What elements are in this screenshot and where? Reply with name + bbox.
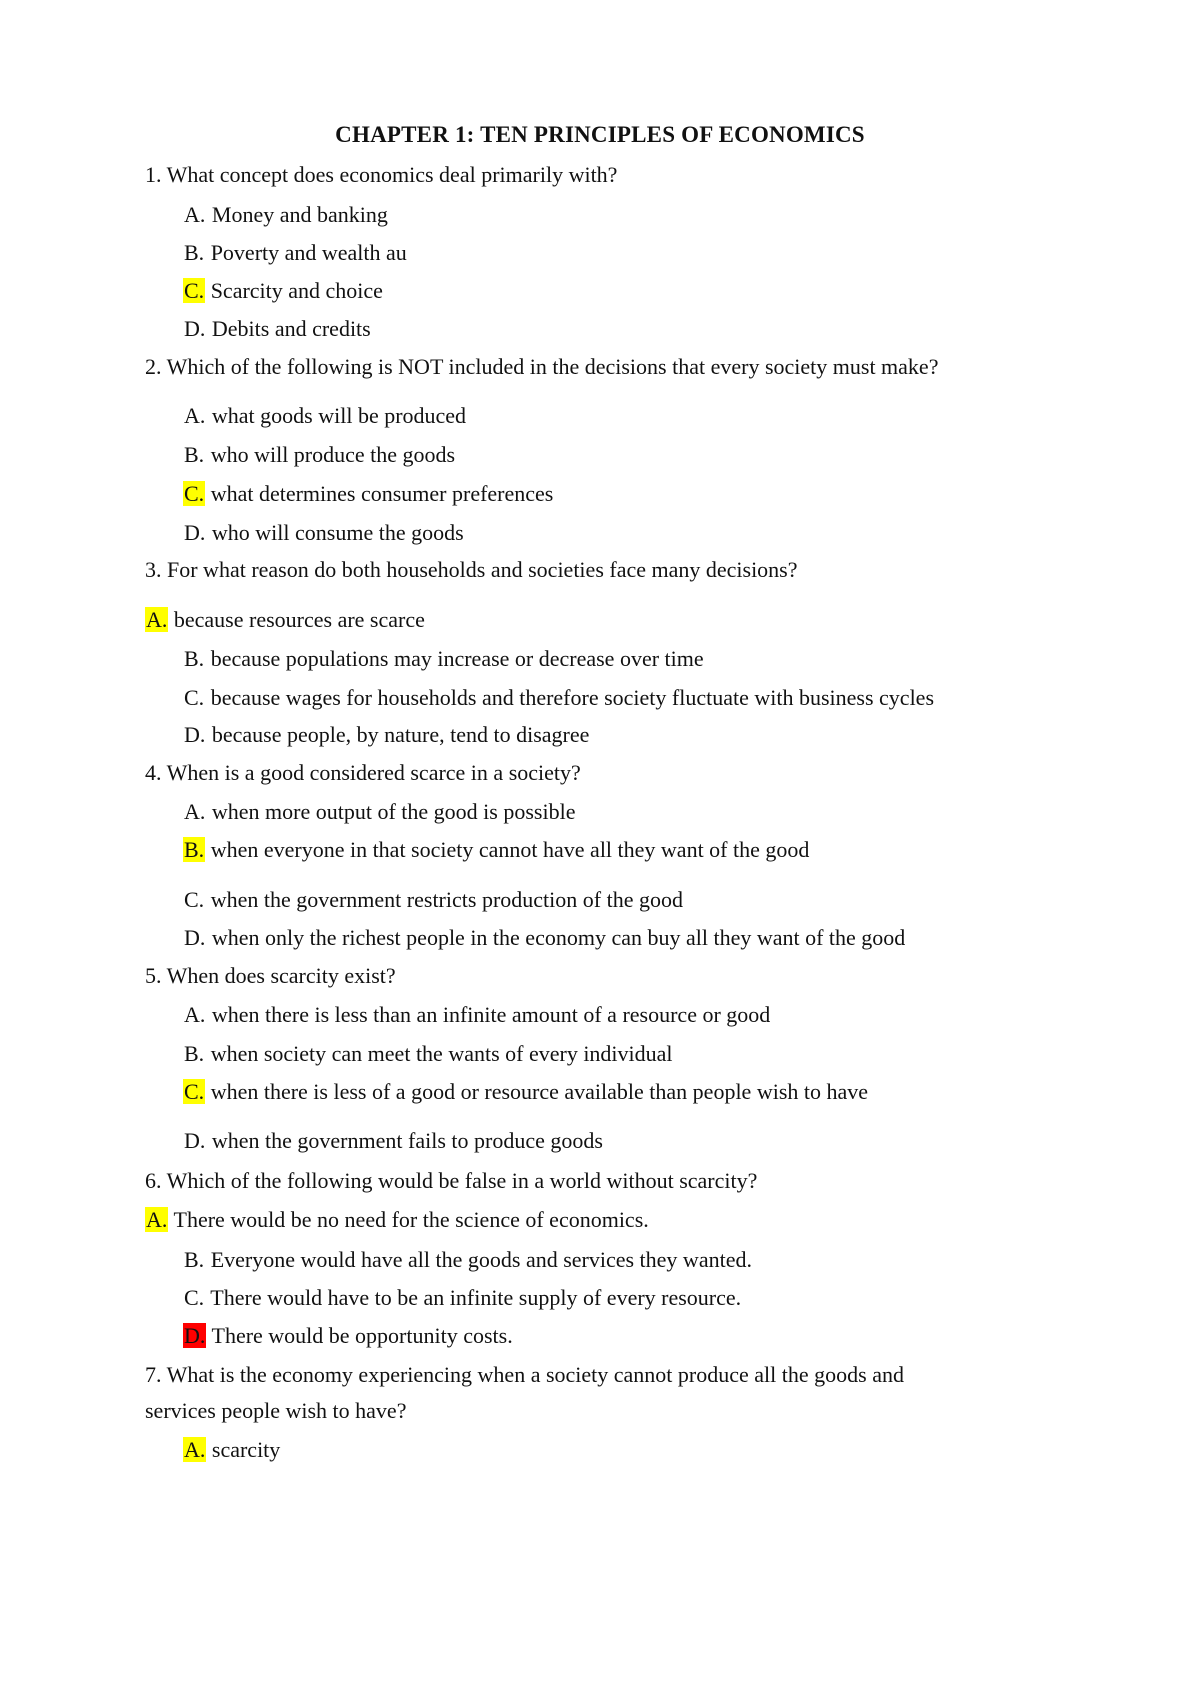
option-letter: A. — [184, 799, 206, 824]
q4-option-c — [183, 886, 683, 914]
q1-option-c — [183, 277, 383, 305]
question-3: 3. For what reason do both households and societies face many decisions? — [145, 557, 798, 582]
option-text: Money and banking — [211, 202, 388, 227]
answer-highlight: C. — [184, 481, 205, 506]
option-text: when more output of the good is possible — [211, 799, 576, 824]
option-text: when the government fails to produce goods — [211, 1128, 603, 1153]
answer-highlight: A. — [146, 607, 168, 632]
option-text: because people, by nature, tend to disagree — [211, 722, 590, 747]
wrong-answer-highlight: D. — [184, 1323, 206, 1348]
q1-option-a — [183, 201, 388, 229]
q3-option-b — [183, 645, 704, 673]
q5-option-c — [183, 1078, 868, 1106]
answer-highlight: A. — [184, 1437, 206, 1462]
q4-option-d — [183, 924, 905, 952]
option-letter: D. — [184, 316, 206, 341]
question-2: 2. Which of the following is NOT included in the decisions that every society must make? — [145, 354, 939, 379]
q2-option-d — [183, 519, 464, 547]
option-letter: B. — [184, 1041, 205, 1066]
q1-option-b — [183, 239, 407, 267]
q6-option-d — [183, 1322, 513, 1350]
question-4: 4. When is a good considered scarce in a society? — [145, 760, 581, 785]
option-text: when the government restricts production of the good — [210, 887, 683, 912]
q6-option-b — [183, 1246, 752, 1274]
q6-option-a — [145, 1206, 649, 1234]
option-letter: A. — [184, 403, 206, 428]
q6-option-c — [183, 1284, 741, 1312]
question-7-continued: services people wish to have? — [145, 1398, 407, 1423]
option-text: when society can meet the wants of every individual — [210, 1041, 673, 1066]
option-letter: A. — [184, 1002, 206, 1027]
q5-option-b — [183, 1040, 673, 1068]
q5-option-d — [183, 1127, 603, 1155]
question-1: 1. What concept does economics deal primarily with? — [145, 162, 618, 187]
option-letter: B. — [184, 1247, 205, 1272]
option-letter: C. — [184, 685, 205, 710]
q3-option-a — [145, 606, 425, 634]
option-text: Poverty and wealth au — [210, 240, 407, 265]
option-letter: C. — [184, 1285, 205, 1310]
option-letter: D. — [184, 722, 206, 747]
option-letter: A. — [184, 202, 206, 227]
option-text: who will consume the goods — [211, 520, 464, 545]
question-7: 7. What is the economy experiencing when a society cannot produce all the goods and — [145, 1362, 904, 1387]
option-text: when there is less than an infinite amount of a resource or good — [211, 1002, 771, 1027]
q3-option-c — [183, 684, 934, 712]
answer-highlight: C. — [184, 1079, 205, 1104]
option-text: because populations may increase or decrease over time — [210, 646, 704, 671]
option-letter: B. — [184, 442, 205, 467]
option-text: because wages for households and therefore society fluctuate with business cycles — [210, 685, 935, 710]
option-text: who will produce the goods — [210, 442, 456, 467]
option-letter: D. — [184, 1128, 206, 1153]
option-text: There would have to be an infinite supply of every resource. — [210, 1285, 742, 1310]
q1-option-d — [183, 315, 371, 343]
question-5: 5. When does scarcity exist? — [145, 963, 396, 988]
q4-option-b — [183, 836, 809, 864]
option-text: Scarcity and choice — [210, 278, 383, 303]
option-text: scarcity — [211, 1437, 281, 1462]
option-text: what determines consumer preferences — [210, 481, 554, 506]
option-letter: D. — [184, 520, 206, 545]
answer-highlight: A. — [146, 1207, 168, 1232]
option-letter: D. — [184, 925, 206, 950]
option-text: There would be no need for the science of economics. — [173, 1207, 649, 1232]
question-6: 6. Which of the following would be false in a world without scarcity? — [145, 1168, 758, 1193]
option-text: There would be opportunity costs. — [211, 1323, 513, 1348]
option-text: when everyone in that society cannot have all they want of the good — [210, 837, 810, 862]
option-text: what goods will be produced — [211, 403, 467, 428]
q2-option-a — [183, 402, 466, 430]
option-text: Debits and credits — [211, 316, 371, 341]
answer-highlight: C. — [184, 278, 205, 303]
option-text: Everyone would have all the goods and services they wanted. — [210, 1247, 752, 1272]
option-letter: C. — [184, 887, 205, 912]
q7-option-a — [183, 1436, 280, 1464]
option-text: when there is less of a good or resource available than people wish to have — [210, 1079, 869, 1104]
answer-highlight: B. — [184, 837, 205, 862]
chapter-title: CHAPTER 1: TEN PRINCIPLES OF ECONOMICS — [335, 122, 865, 147]
q5-option-a — [183, 1001, 770, 1029]
q4-option-a — [183, 798, 575, 826]
q2-option-b — [183, 441, 455, 469]
option-text: because resources are scarce — [173, 607, 425, 632]
option-text: when only the richest people in the economy can buy all they want of the good — [211, 925, 906, 950]
option-letter: B. — [184, 646, 205, 671]
q2-option-c — [183, 480, 553, 508]
option-letter: B. — [184, 240, 205, 265]
q3-option-d — [183, 721, 589, 749]
